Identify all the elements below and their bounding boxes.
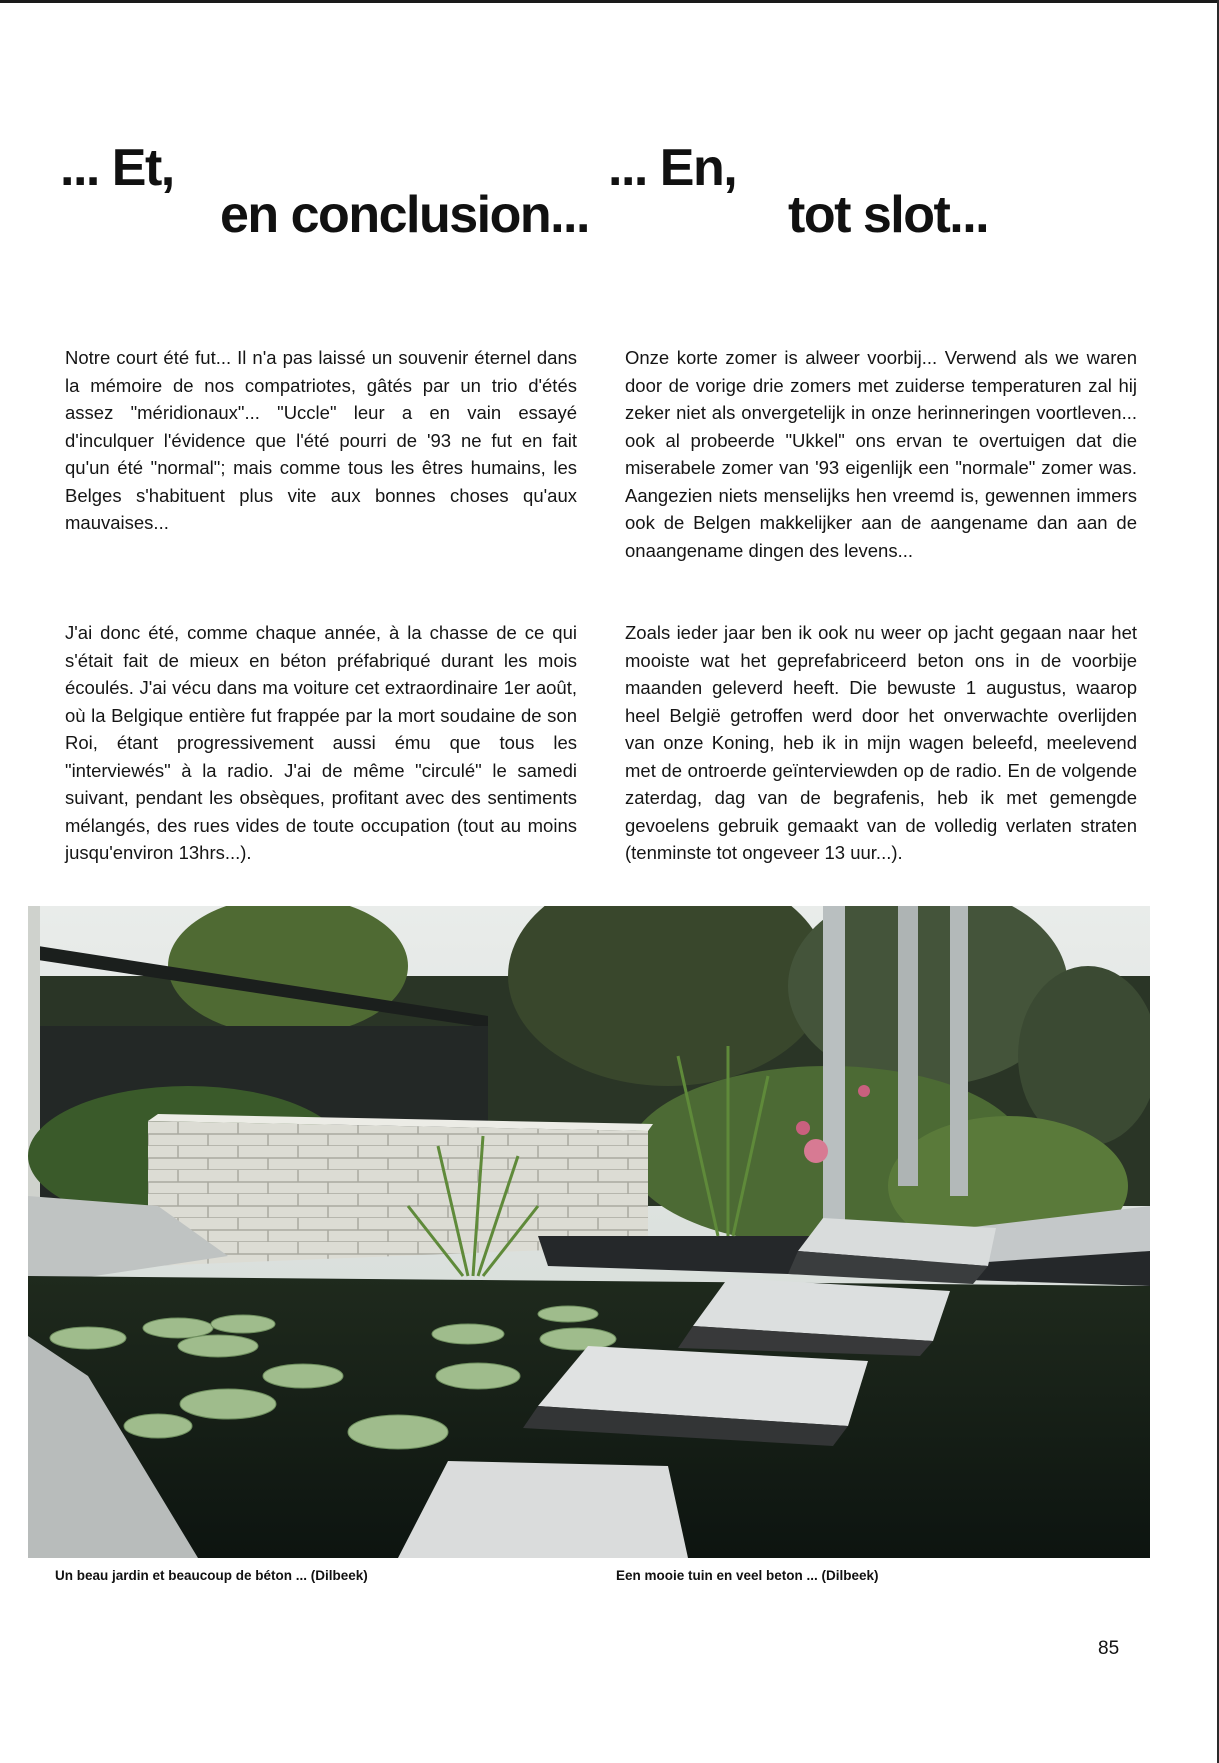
garden-illustration (28, 906, 1150, 1558)
french-heading-line1: ... Et, (60, 139, 174, 197)
dutch-heading-line2: tot slot... (788, 186, 989, 244)
dutch-paragraph-2: Zoals ieder jaar ben ik ook nu weer op jacht gegaan naar het mooiste wat het geprefabriceerd beton ons in de voorbije maanden geleverd heeft. Die bewuste 1 augustus, waarop heel België getroffen werd door het onverwachte overlijden van onze Koning, heb ik in mijn wagen beleefd, meelevend met de ontroerde geïnterviewden op de radio. En de volgende zaterdag, dag van de begrafenis, heb ik met gemengde gevoelens gebruik gemaakt van de volledig verlaten straten (tenminste tot ongeveer 13 uur...). (625, 622, 1137, 863)
dutch-heading-line1: ... En, (608, 139, 737, 197)
french-paragraph-2: J'ai donc été, comme chaque année, à la chasse de ce qui s'était fait de mieux en béton préfabriqué durant les mois écoulés. J'ai vécu dans ma voiture cet extraordinaire 1er août, où la Belgique entière fut frappée par la mort soudaine de son Roi, étant progressivement aussi ému que tous les "interviewés" à la radio. J'ai de même "circulé" le samedi suivant, pendant les obsèques, profitant avec des sentiments mélangés, des rues vides de toute occupation (tout au moins jusqu'environ 13hrs...). (65, 622, 577, 863)
dutch-paragraph-1: Onze korte zomer is alweer voorbij... Verwend als we waren door de vorige drie zomers met zuiderse temperaturen zal hij zeker niet als onvergetelijk in onze herinneringen voortleven... ook al probeerde "Ukkel" ons ervan te overtuigen dat die miserabele zomer van '93 eigenlijk een "normale" zomer was. Aangezien niets menselijks hen vreemd is, gewennen immers ook de Belgen makkelijker aan de aangename dan aan de onaangename dingen des levens... (625, 347, 1137, 561)
dutch-photo-caption: Een mooie tuin en veel beton ... (Dilbeek) (616, 1568, 879, 1583)
page-top-edge (0, 0, 1219, 3)
page-number: 85 (1098, 1638, 1120, 1659)
french-photo-caption: Un beau jardin et beaucoup de béton ... (Dilbeek) (55, 1568, 368, 1583)
french-paragraph-1: Notre court été fut... Il n'a pas laissé un souvenir éternel dans la mémoire de nos compatriotes, gâtés par un trio d'étés assez "méridionaux"... "Uccle" leur a en vain essayé d'inculquer l'évidence que l'été pourri de '93 ne fut en fait qu'un été "normal"; mais comme tous les êtres humains, les Belges s'habituent plus vite aux bonnes choses qu'aux mauvaises... (65, 347, 577, 533)
garden-photo (28, 906, 1150, 1558)
french-heading-line2: en conclusion... (220, 186, 589, 244)
